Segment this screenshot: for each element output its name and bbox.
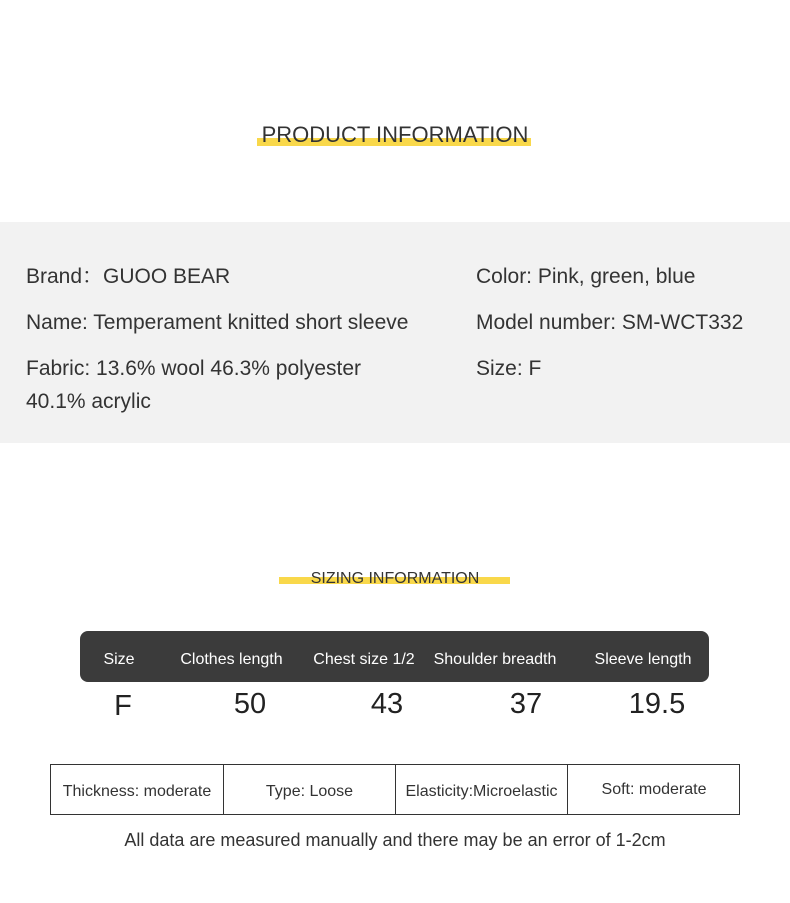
size-table-header [80,631,709,682]
sizing-information-heading: SIZING INFORMATION [310,570,480,587]
value-cell-shoulder-breadth: 37 [509,688,543,720]
value-cell-chest-size: 43 [370,688,404,720]
value-cell-sleeve-length: 19.5 [628,688,686,720]
attribute-elasticity: Elasticity:Microelastic [395,765,567,814]
header-cell-sleeve-length: Sleeve length [594,651,692,668]
fabric-text-continued: 40.1% acrylic [26,390,151,413]
measurement-note: All data are measured manually and there may be an error of 1-2cm [124,830,666,850]
brand-text: Brand：GUOO BEAR [26,265,231,288]
sizing-information-title [0,566,790,592]
model-number-text: Model number: SM-WCT332 [476,311,744,334]
header-cell-chest-size: Chest size 1/2 [313,651,415,668]
header-cell-size: Size [103,651,135,668]
value-cell-size: F [114,690,132,722]
attribute-thickness: Thickness: moderate [62,783,212,800]
attribute-type: Type: Loose [223,765,395,814]
attribute-softness: Soft: moderate [567,765,740,814]
color-text: Color: Pink, green, blue [476,265,696,288]
product-info-panel [0,222,790,443]
header-cell-clothes-length: Clothes length [180,651,283,668]
fabric-text: Fabric: 13.6% wool 46.3% polyester [26,357,362,380]
name-text: Name: Temperament knitted short sleeve [26,311,409,334]
product-information-title [0,118,790,152]
product-information-heading: PRODUCT INFORMATION [261,122,529,147]
header-cell-shoulder-breadth: Shoulder breadth [433,651,557,668]
value-cell-clothes-length: 50 [233,688,267,720]
size-text: Size: F [476,357,542,380]
attributes-table [50,764,740,815]
